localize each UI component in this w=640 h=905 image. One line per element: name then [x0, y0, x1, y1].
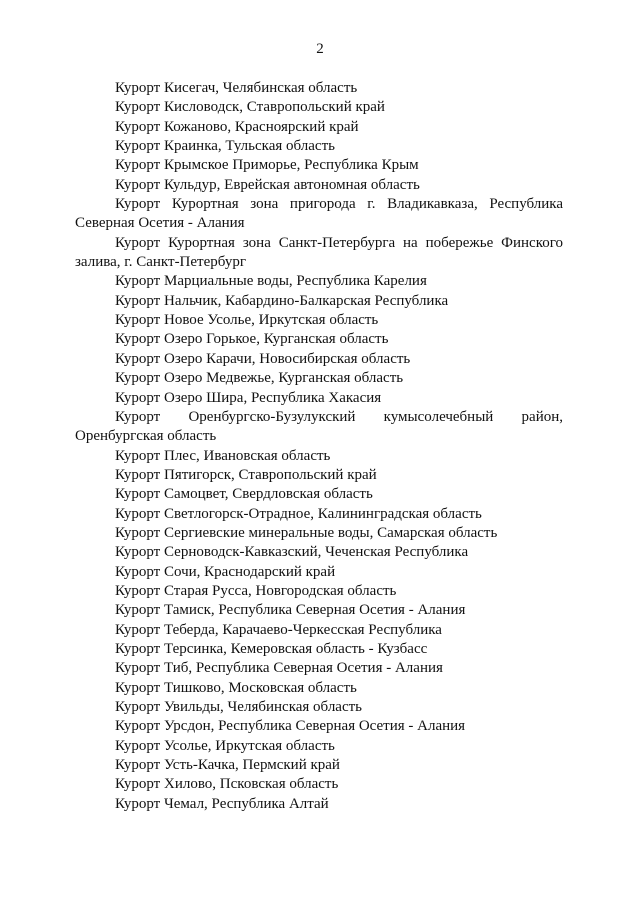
list-item: Курорт Кожаново, Красноярский край: [115, 118, 359, 135]
list-item: Курорт Кисегач, Челябинская область: [115, 80, 358, 96]
list-item: Курорт Нальчик, Кабардино-Балкарская Республика: [115, 292, 449, 309]
list-item: Курорт Новое Усолье, Иркутская область: [115, 312, 379, 329]
list-item: Курорт Кульдур, Еврейская автономная область: [115, 176, 420, 193]
list-item: Курорт Курортная зона Санкт-Петербурга на побережье Финского залива, г. Санкт-Петербург: [75, 234, 563, 271]
list-item: Курорт Сочи, Краснодарский край: [115, 563, 336, 580]
list-item: Курорт Старая Русса, Новгородская область: [115, 582, 397, 599]
list-item: Курорт Хилово, Псковская область: [115, 776, 339, 793]
list-item: Курорт Марциальные воды, Республика Карелия: [115, 273, 427, 290]
list-item: Курорт Терсинка, Кемеровская область - Кузбасс: [115, 640, 428, 657]
list-item: Курорт Серноводск-Кавказский, Чеченская Республика: [115, 544, 469, 561]
list-item: Курорт Крымское Приморье, Республика Крым: [115, 157, 419, 174]
list-item: Курорт Самоцвет, Свердловская область: [115, 486, 373, 503]
list-item: Курорт Кисловодск, Ставропольский край: [115, 99, 385, 116]
list-item: Курорт Озеро Горькое, Курганская область: [115, 331, 389, 348]
list-item: Курорт Тишково, Московская область: [115, 679, 357, 696]
resort-list: [75, 79, 563, 814]
list-item: Курорт Плес, Ивановская область: [115, 447, 331, 464]
list-item: Курорт Краинка, Тульская область: [115, 138, 335, 155]
list-item: Курорт Усолье, Иркутская область: [115, 737, 335, 754]
list-item: Курорт Озеро Медвежье, Курганская область: [115, 370, 404, 387]
list-item: Курорт Усть-Качка, Пермский край: [115, 757, 340, 774]
list-item: Курорт Чемал, Республика Алтай: [115, 795, 329, 812]
list-item: Курорт Озеро Карачи, Новосибирская область: [115, 350, 411, 367]
list-item: Курорт Тамиск, Республика Северная Осетия - Алания: [115, 602, 466, 619]
list-item: Курорт Курортная зона пригорода г. Владикавказа, Республика Северная Осетия - Алания: [75, 196, 563, 232]
list-item: Курорт Тиб, Республика Северная Осетия - Алания: [115, 660, 443, 677]
list-item: Курорт Теберда, Карачаево-Черкесская Республика: [115, 621, 442, 638]
list-item: Курорт Оренбургско-Бузулукский кумысолечебный район, Оренбургская область: [75, 408, 563, 445]
list-item: Курорт Пятигорск, Ставропольский край: [115, 466, 377, 483]
page-number: 2: [316, 41, 324, 57]
list-item: Курорт Урсдон, Республика Северная Осетия - Алания: [115, 718, 466, 735]
list-item: Курорт Увильды, Челябинская область: [115, 699, 363, 715]
list-item: Курорт Сергиевские минеральные воды, Самарская область: [115, 524, 498, 541]
list-item: Курорт Озеро Шира, Республика Хакасия: [115, 389, 382, 406]
list-item: Курорт Светлогорск-Отрадное, Калининградская область: [115, 505, 482, 522]
